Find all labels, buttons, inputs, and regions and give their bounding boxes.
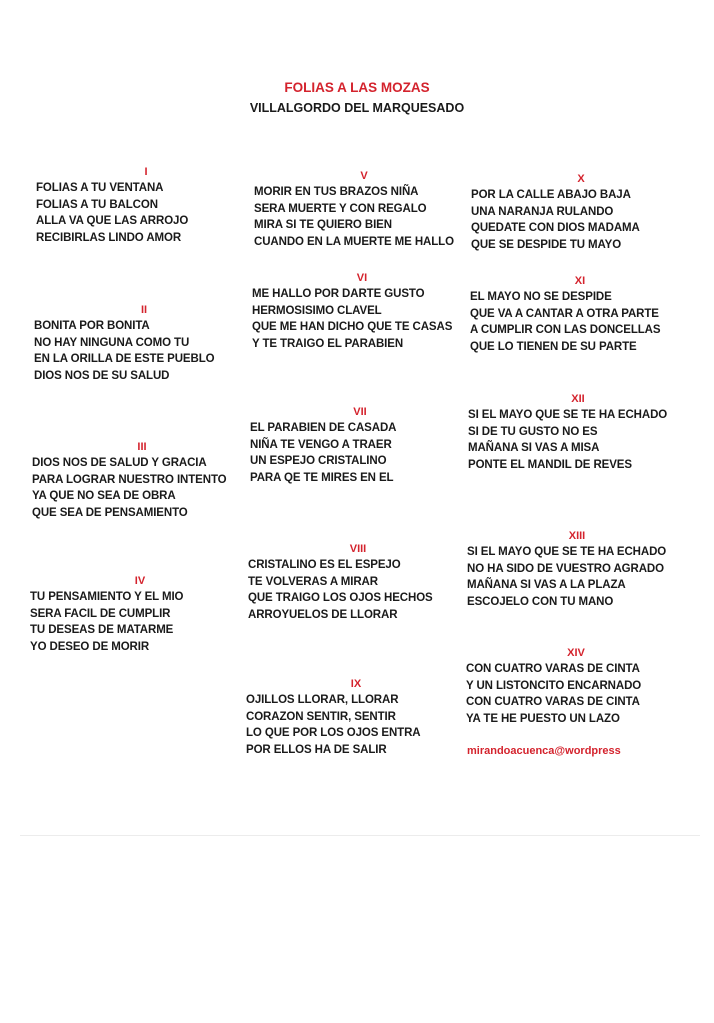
stanza-line: QUE VA A CANTAR A OTRA PARTE bbox=[470, 307, 659, 320]
stanza-line: MIRA SI TE QUIERO BIEN bbox=[254, 219, 392, 232]
stanza-line: YA TE HE PUESTO UN LAZO bbox=[466, 712, 620, 725]
stanza-line: NO HA SIDO DE VUESTRO AGRADO bbox=[467, 562, 664, 575]
stanza-line: LO QUE POR LOS OJOS ENTRA bbox=[246, 727, 421, 740]
stanza-number: I bbox=[144, 166, 148, 178]
stanza-line: PARA LOGRAR NUESTRO INTENTO bbox=[32, 473, 227, 486]
stanza-number: X bbox=[577, 173, 585, 185]
stanza-line: UN ESPEJO CRISTALINO bbox=[250, 455, 387, 468]
stanza-number: XIV bbox=[567, 647, 585, 659]
stanza-number: VII bbox=[353, 406, 367, 418]
stanza-line: DIOS NOS DE SU SALUD bbox=[34, 369, 170, 382]
stanza-line: ME HALLO POR DARTE GUSTO bbox=[252, 288, 425, 300]
footer-source-link: mirandoacuenca@wordpress bbox=[467, 745, 621, 757]
stanza-line: SI EL MAYO QUE SE TE HA ECHADO bbox=[467, 546, 667, 558]
stanza-line: SERA MUERTE Y CON REGALO bbox=[254, 202, 427, 215]
stanza-line: MAÑANA SI VAS A MISA bbox=[468, 442, 600, 455]
stanza-line: QUE ME HAN DICHO QUE TE CASAS bbox=[252, 321, 453, 334]
stanza-3 bbox=[32, 441, 267, 521]
stanza-line: MAÑANA SI VAS A LA PLAZA bbox=[467, 579, 626, 592]
stanza-line: OJILLOS LLORAR, LLORAR bbox=[246, 694, 399, 706]
stanza-line: QUE SE DESPIDE TU MAYO bbox=[471, 238, 622, 251]
stanza-line: CON CUATRO VARAS DE CINTA bbox=[466, 663, 640, 675]
stanza-line: BONITA POR BONITA bbox=[34, 320, 150, 332]
stanza-10 bbox=[471, 173, 706, 253]
stanza-number: VIII bbox=[349, 543, 367, 555]
stanza-line: NIÑA TE VENGO A TRAER bbox=[250, 438, 392, 451]
stanza-line: NO HAY NINGUNA COMO TU bbox=[34, 336, 190, 349]
stanza-line: EN LA ORILLA DE ESTE PUEBLO bbox=[34, 353, 215, 366]
stanza-9 bbox=[246, 678, 481, 758]
stanza-line: MORIR EN TUS BRAZOS NIÑA bbox=[254, 186, 419, 198]
document-subtitle: VILLALGORDO DEL MARQUESADO bbox=[249, 101, 465, 115]
stanza-line: PARA QE TE MIRES EN EL bbox=[250, 471, 394, 484]
stanza-line: PONTE EL MANDIL DE REVES bbox=[468, 458, 632, 471]
stanza-line: A CUMPLIR CON LAS DONCELLAS bbox=[470, 324, 661, 337]
stanza-13 bbox=[467, 530, 702, 610]
stanza-line: DIOS NOS DE SALUD Y GRACIA bbox=[32, 457, 207, 469]
stanza-number: VI bbox=[356, 272, 368, 284]
stanza-line: YO DESEO DE MORIR bbox=[30, 640, 150, 653]
stanza-line: CRISTALINO ES EL ESPEJO bbox=[248, 559, 401, 571]
stanza-line: QUE LO TIENEN DE SU PARTE bbox=[470, 340, 637, 353]
stanza-number: III bbox=[137, 441, 147, 453]
stanza-line: POR LA CALLE ABAJO BAJA bbox=[471, 189, 631, 201]
stanza-line: HERMOSISIMO CLAVEL bbox=[252, 304, 382, 317]
document-title: FOLIAS A LAS MOZAS bbox=[284, 80, 430, 95]
stanza-line: ESCOJELO CON TU MANO bbox=[467, 595, 614, 608]
stanza-number: XI bbox=[574, 275, 586, 287]
stanza-14 bbox=[466, 647, 701, 727]
stanza-line: QUEDATE CON DIOS MADAMA bbox=[471, 222, 640, 235]
scan-edge-divider bbox=[20, 835, 700, 836]
stanza-line: EL PARABIEN DE CASADA bbox=[250, 422, 397, 434]
stanza-line: TU DESEAS DE MATARME bbox=[30, 624, 174, 637]
stanza-number: II bbox=[140, 304, 148, 316]
stanza-line: SERA FACIL DE CUMPLIR bbox=[30, 607, 171, 620]
stanza-5 bbox=[254, 170, 489, 250]
stanza-line: CON CUATRO VARAS DE CINTA bbox=[466, 696, 640, 709]
stanza-1 bbox=[36, 166, 271, 246]
stanza-line: QUE SEA DE PENSAMIENTO bbox=[32, 506, 188, 519]
stanza-line: CUANDO EN LA MUERTE ME HALLO bbox=[254, 235, 454, 248]
stanza-11 bbox=[470, 275, 705, 355]
stanza-line: EL MAYO NO SE DESPIDE bbox=[470, 291, 612, 303]
stanza-8 bbox=[248, 543, 483, 623]
stanza-line: SI DE TU GUSTO NO ES bbox=[468, 425, 598, 438]
stanza-7 bbox=[250, 406, 485, 486]
stanza-line: Y TE TRAIGO EL PARABIEN bbox=[252, 337, 404, 350]
stanza-line: CORAZON SENTIR, SENTIR bbox=[246, 710, 396, 723]
stanza-line: UNA NARANJA RULANDO bbox=[471, 205, 614, 218]
stanza-12 bbox=[468, 393, 703, 473]
stanza-line: ARROYUELOS DE LLORAR bbox=[248, 608, 398, 621]
stanza-line: ALLA VA QUE LAS ARROJO bbox=[36, 215, 189, 228]
stanza-number: XIII bbox=[568, 530, 586, 542]
stanza-number: IV bbox=[134, 575, 146, 587]
stanza-line: SI EL MAYO QUE SE TE HA ECHADO bbox=[468, 409, 668, 421]
stanza-line: QUE TRAIGO LOS OJOS HECHOS bbox=[248, 592, 433, 605]
stanza-2 bbox=[34, 304, 269, 384]
stanza-number: V bbox=[360, 170, 368, 182]
stanza-line: POR ELLOS HA DE SALIR bbox=[246, 743, 387, 756]
stanza-line: YA QUE NO SEA DE OBRA bbox=[32, 490, 176, 503]
stanza-line: TU PENSAMIENTO Y EL MIO bbox=[30, 591, 184, 603]
stanza-6 bbox=[252, 272, 487, 352]
stanza-line: TE VOLVERAS A MIRAR bbox=[248, 575, 378, 588]
stanza-line: Y UN LISTONCITO ENCARNADO bbox=[466, 679, 642, 692]
stanza-line: RECIBIRLAS LINDO AMOR bbox=[36, 231, 182, 244]
stanza-number: IX bbox=[350, 678, 362, 690]
stanza-line: FOLIAS A TU VENTANA bbox=[36, 182, 164, 194]
stanza-line: FOLIAS A TU BALCON bbox=[36, 198, 158, 211]
stanza-4 bbox=[30, 575, 265, 655]
stanza-number: XII bbox=[571, 393, 585, 405]
